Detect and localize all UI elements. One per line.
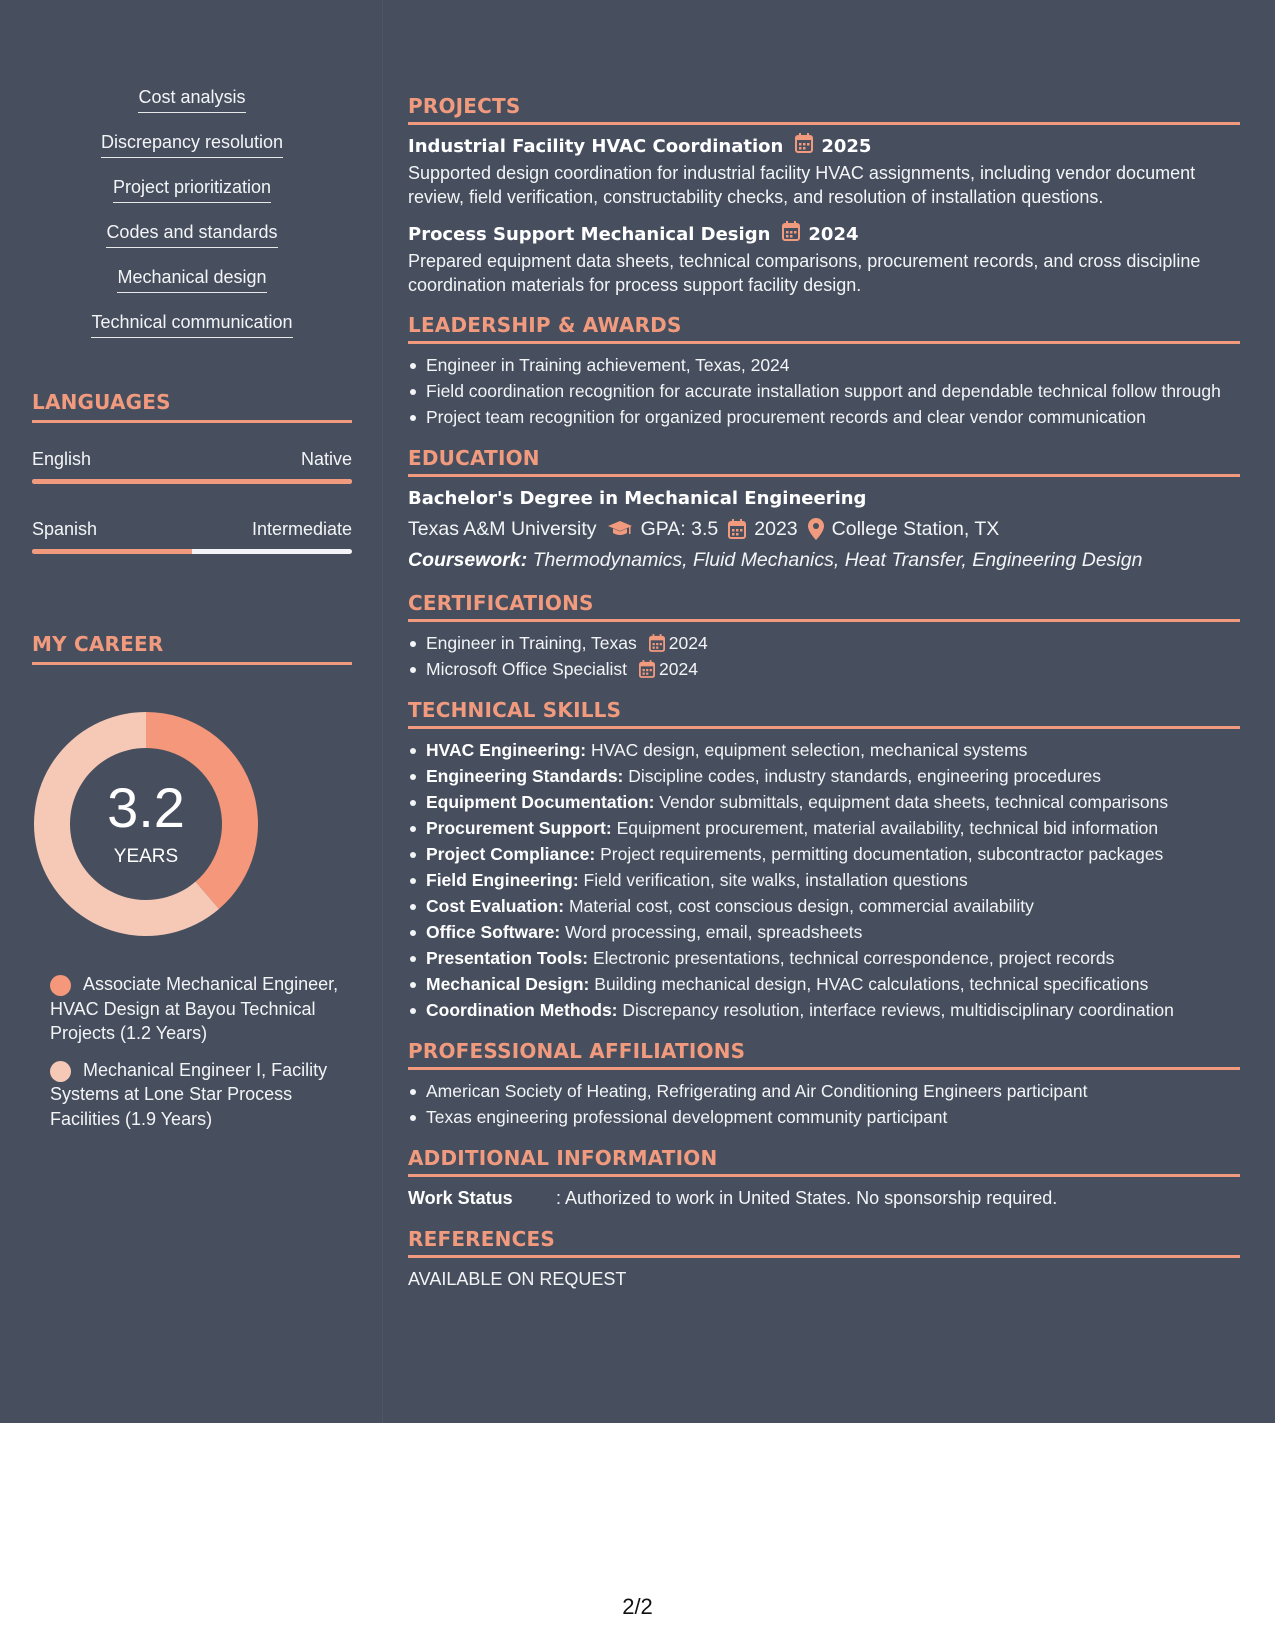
gpa: GPA: 3.5 [640, 518, 719, 540]
project-description: Prepared equipment data sheets, technical comparisons, procurement records, and cross discipline coordination materials for process support facility design. [408, 251, 1201, 295]
certification-year: 2024 [659, 659, 698, 679]
legend-dot-icon [50, 1061, 71, 1082]
skill-item: Technical communication [32, 311, 352, 356]
leadership-section [408, 313, 1240, 430]
list-item: Engineer in Training achievement, Texas, 2024 [408, 352, 1240, 378]
list-item: Procurement Support: Equipment procurement, material availability, technical bid information [408, 815, 1240, 841]
skill-item: Cost analysis [32, 86, 352, 131]
list-item: Engineering Standards: Discipline codes, industry standards, engineering procedures [408, 763, 1240, 789]
career-legend [50, 972, 340, 1143]
certification-name: Engineer in Training, Texas [426, 633, 637, 653]
calendar-icon [782, 221, 800, 249]
project-item [408, 133, 1240, 209]
work-status-value: : Authorized to work in United States. No sponsorship required. [556, 1188, 1058, 1208]
language-proficiency-fill [32, 549, 192, 554]
list-item: Equipment Documentation: Vendor submittals, equipment data sheets, technical comparisons [408, 789, 1240, 815]
language-name: Spanish [32, 519, 98, 539]
certifications-section [408, 591, 1240, 682]
page-number: 2/2 [622, 1594, 653, 1619]
list-item: HVAC Engineering: HVAC design, equipment selection, mechanical systems [408, 737, 1240, 763]
certification-name: Microsoft Office Specialist [426, 659, 627, 679]
calendar-icon [795, 133, 813, 161]
location-pin-icon [808, 518, 824, 540]
skill-item: Codes and standards [32, 221, 352, 266]
affiliations-section [408, 1039, 1240, 1130]
graduation-cap-icon [607, 520, 633, 538]
references-heading: REFERENCES [408, 1227, 1240, 1258]
education-section [408, 446, 1240, 575]
career-role: Mechanical Engineer I, Facility Systems at Lone Star Process Facilities (1.9 Years) [50, 1059, 328, 1129]
career-years-label: YEARS [113, 846, 179, 867]
projects-heading: PROJECTS [408, 94, 1240, 125]
language-level: Intermediate [251, 519, 352, 539]
skill-item: Project prioritization [32, 176, 352, 221]
list-item: Mechanical Design: Building mechanical design, HVAC calculations, technical specifications [408, 971, 1240, 997]
list-item: American Society of Heating, Refrigerating and Air Conditioning Engineers participant [408, 1078, 1240, 1104]
school-location: College Station, TX [831, 518, 1000, 540]
graduation-year: 2023 [754, 518, 798, 540]
skill-item: Mechanical design [32, 266, 352, 311]
project-item [408, 221, 1240, 297]
legend-dot-icon [50, 975, 71, 996]
list-item: Project Compliance: Project requirements, permitting documentation, subcontractor packages [408, 841, 1240, 867]
project-name: Process Support Mechanical Design [408, 224, 771, 245]
main-content [408, 94, 1240, 1308]
references-section [408, 1227, 1240, 1292]
calendar-icon [639, 660, 655, 678]
list-item: Field Engineering: Field verification, site walks, installation questions [408, 867, 1240, 893]
career-role: Associate Mechanical Engineer, HVAC Design at Bayou Technical Projects (1.2 Years) [50, 974, 339, 1043]
project-year: 2025 [821, 136, 872, 157]
school-name: Texas A&M University [408, 518, 597, 540]
language-name: English [32, 449, 92, 469]
list-item: Office Software: Word processing, email, spreadsheets [408, 919, 1240, 945]
career-total-years: 3.2 [107, 776, 185, 839]
language-item [32, 448, 352, 484]
language-item [32, 518, 352, 554]
language-proficiency-bar [32, 549, 352, 554]
project-name: Industrial Facility HVAC Coordination [408, 136, 784, 157]
work-status-label: Work Status [408, 1188, 513, 1208]
language-proficiency-fill [32, 479, 352, 484]
affiliations-heading: PROFESSIONAL AFFILIATIONS [408, 1039, 1240, 1070]
languages-heading: LANGUAGES [32, 390, 352, 423]
language-level: Native [300, 449, 352, 469]
references-text: AVAILABLE ON REQUEST [408, 1269, 627, 1289]
certification-year: 2024 [668, 633, 708, 653]
column-divider [382, 0, 383, 1423]
technical-skills-section [408, 698, 1240, 1023]
language-proficiency-bar [32, 479, 352, 484]
projects-section [408, 94, 1240, 297]
calendar-icon [649, 634, 665, 652]
additional-info-heading: ADDITIONAL INFORMATION [408, 1146, 1240, 1177]
certifications-heading: CERTIFICATIONS [408, 591, 1240, 622]
list-item: Field coordination recognition for accurate installation support and dependable technical follow through [408, 378, 1240, 404]
project-year: 2024 [808, 224, 859, 245]
project-description: Supported design coordination for industrial facility HVAC assignments, including vendor document review, field verification, constructability checks, and resolution of installation questions. [408, 163, 1196, 207]
list-item: Cost Evaluation: Material cost, cost conscious design, commercial availability [408, 893, 1240, 919]
list-item: Texas engineering professional development community participant [408, 1104, 1240, 1130]
technical-skills-heading: TECHNICAL SKILLS [408, 698, 1240, 729]
skill-item: Discrepancy resolution [32, 131, 352, 176]
education-heading: EDUCATION [408, 446, 1240, 477]
calendar-icon [728, 519, 746, 539]
list-item: Presentation Tools: Electronic presentations, technical correspondence, project records [408, 945, 1240, 971]
list-item [408, 630, 1240, 656]
additional-info-section [408, 1146, 1240, 1211]
list-item: Project team recognition for organized procurement records and clear vendor communication [408, 404, 1240, 430]
career-heading: MY CAREER [32, 632, 352, 665]
list-item: Coordination Methods: Discrepancy resolution, interface reviews, multidisciplinary coordination [408, 997, 1240, 1023]
degree-title: Bachelor's Degree in Mechanical Engineering [408, 488, 867, 509]
coursework: Coursework: Thermodynamics, Fluid Mechanics, Heat Transfer, Engineering Design [408, 549, 1143, 571]
skills-list [32, 86, 352, 356]
list-item [408, 656, 1240, 682]
leadership-heading: LEADERSHIP & AWARDS [408, 313, 1240, 344]
